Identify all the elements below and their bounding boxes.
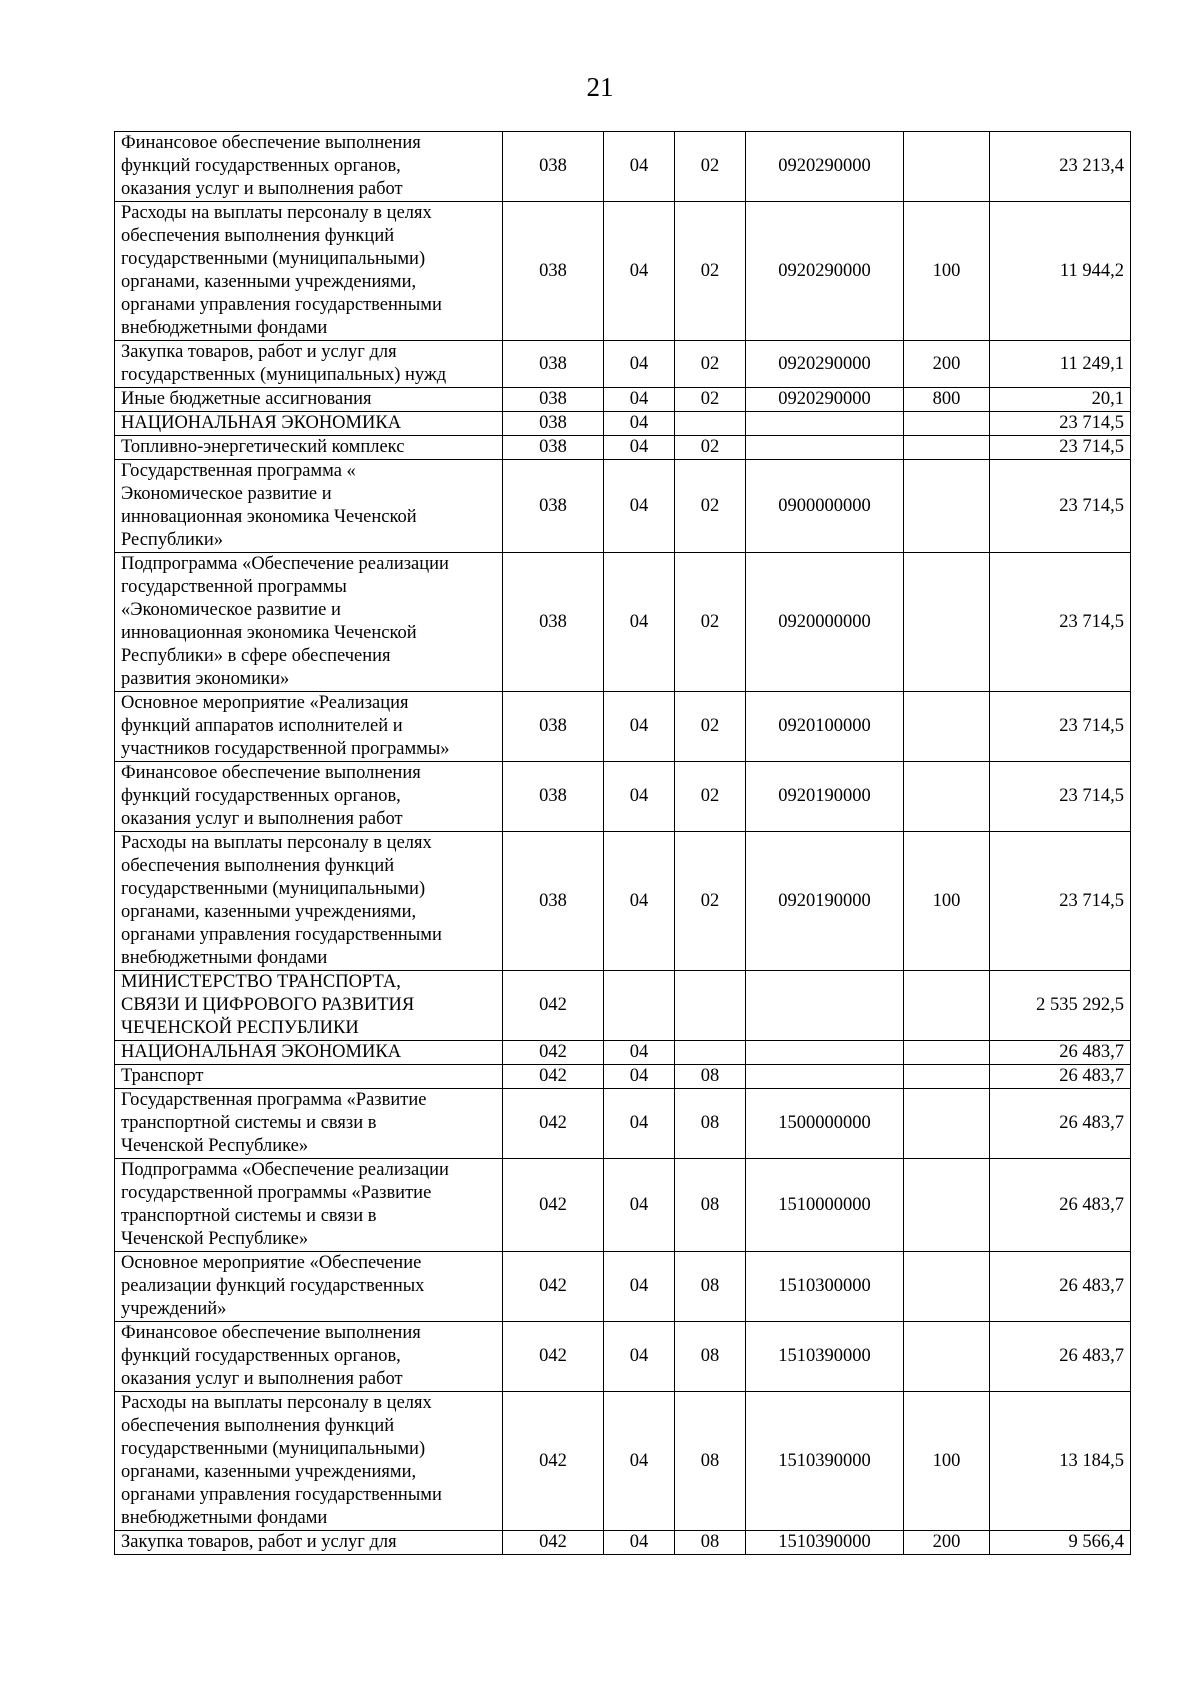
row-grbs-cell: 038 — [503, 692, 604, 762]
table-row — [115, 692, 1131, 762]
row-grbs-cell: 038 — [503, 553, 604, 692]
row-grbs-cell: 042 — [503, 1531, 604, 1555]
row-section-cell: 04 — [604, 1531, 675, 1555]
row-name-cell: Подпрограмма «Обеспечение реализации государственной программы «Экономическое развитие и инновационная экономика Чеченской Республики» в сфере обеспечения развития экономики» — [115, 553, 503, 692]
row-name-cell: Расходы на выплаты персоналу в целях обеспечения выполнения функций государственными (муниципальными) органами, казенными учреждениями, органами управления государственными внебюджетными фондами — [115, 202, 503, 341]
row-name-cell: Государственная программа «Развитие транспортной системы и связи в Чеченской Республике» — [115, 1089, 503, 1159]
table-row — [115, 460, 1131, 553]
table-row — [115, 553, 1131, 692]
row-subsection-cell: 02 — [675, 553, 746, 692]
row-name-cell: Иные бюджетные ассигнования — [115, 388, 503, 412]
row-amount-cell: 23 714,5 — [990, 553, 1131, 692]
table-row — [115, 1041, 1131, 1065]
row-subsection-cell — [675, 1041, 746, 1065]
row-expense-type-cell — [904, 762, 990, 832]
row-amount-cell: 23 714,5 — [990, 460, 1131, 553]
row-amount-cell: 23 213,4 — [990, 132, 1131, 202]
row-amount-cell: 11 944,2 — [990, 202, 1131, 341]
row-amount-cell: 23 714,5 — [990, 832, 1131, 971]
row-section-cell: 04 — [604, 1392, 675, 1531]
table-row — [115, 1531, 1131, 1555]
row-amount-cell: 26 483,7 — [990, 1065, 1131, 1089]
row-expense-type-cell — [904, 1252, 990, 1322]
row-amount-cell: 11 249,1 — [990, 341, 1131, 388]
row-grbs-cell: 042 — [503, 1159, 604, 1252]
row-section-cell: 04 — [604, 412, 675, 436]
row-target-article-cell: 0920190000 — [746, 832, 904, 971]
row-subsection-cell: 08 — [675, 1322, 746, 1392]
row-target-article-cell: 1510390000 — [746, 1392, 904, 1531]
row-subsection-cell: 02 — [675, 436, 746, 460]
row-name-cell: Финансовое обеспечение выполнения функций государственных органов, оказания услуг и выполнения работ — [115, 1322, 503, 1392]
row-target-article-cell: 1500000000 — [746, 1089, 904, 1159]
row-section-cell: 04 — [604, 1252, 675, 1322]
row-subsection-cell: 08 — [675, 1159, 746, 1252]
row-expense-type-cell — [904, 460, 990, 553]
row-section-cell: 04 — [604, 202, 675, 341]
row-section-cell: 04 — [604, 762, 675, 832]
row-amount-cell: 13 184,5 — [990, 1392, 1131, 1531]
row-target-article-cell: 0920290000 — [746, 202, 904, 341]
row-subsection-cell: 08 — [675, 1531, 746, 1555]
row-grbs-cell: 038 — [503, 436, 604, 460]
row-expense-type-cell — [904, 412, 990, 436]
row-expense-type-cell — [904, 971, 990, 1041]
row-expense-type-cell — [904, 1041, 990, 1065]
row-grbs-cell: 038 — [503, 202, 604, 341]
page-number: 21 — [586, 72, 614, 102]
row-amount-cell: 26 483,7 — [990, 1322, 1131, 1392]
row-name-cell: НАЦИОНАЛЬНАЯ ЭКОНОМИКА — [115, 1041, 503, 1065]
row-section-cell: 04 — [604, 460, 675, 553]
row-expense-type-cell: 100 — [904, 1392, 990, 1531]
row-name-cell: Расходы на выплаты персоналу в целях обеспечения выполнения функций государственными (муниципальными) органами, казенными учреждениями, органами управления государственными внебюджетными фондами — [115, 1392, 503, 1531]
row-name-cell: Транспорт — [115, 1065, 503, 1089]
row-name-cell: МИНИСТЕРСТВО ТРАНСПОРТА, СВЯЗИ И ЦИФРОВОГО РАЗВИТИЯ ЧЕЧЕНСКОЙ РЕСПУБЛИКИ — [115, 971, 503, 1041]
row-grbs-cell: 042 — [503, 1392, 604, 1531]
row-target-article-cell — [746, 412, 904, 436]
budget-table — [114, 131, 1131, 1555]
row-name-cell: НАЦИОНАЛЬНАЯ ЭКОНОМИКА — [115, 412, 503, 436]
row-subsection-cell: 02 — [675, 388, 746, 412]
table-row — [115, 1322, 1131, 1392]
row-grbs-cell: 042 — [503, 1322, 604, 1392]
row-subsection-cell: 02 — [675, 692, 746, 762]
row-name-cell: Государственная программа « Экономическое развитие и инновационная экономика Чеченской Республики» — [115, 460, 503, 553]
row-amount-cell: 9 566,4 — [990, 1531, 1131, 1555]
row-name-cell: Топливно-энергетический комплекс — [115, 436, 503, 460]
row-expense-type-cell — [904, 692, 990, 762]
row-amount-cell: 26 483,7 — [990, 1159, 1131, 1252]
row-section-cell: 04 — [604, 436, 675, 460]
row-subsection-cell: 02 — [675, 832, 746, 971]
row-section-cell: 04 — [604, 692, 675, 762]
row-subsection-cell: 08 — [675, 1089, 746, 1159]
table-row — [115, 1065, 1131, 1089]
row-expense-type-cell: 800 — [904, 388, 990, 412]
row-section-cell: 04 — [604, 1089, 675, 1159]
table-row — [115, 1252, 1131, 1322]
row-name-cell: Закупка товаров, работ и услуг для — [115, 1531, 503, 1555]
row-expense-type-cell — [904, 132, 990, 202]
row-amount-cell: 26 483,7 — [990, 1252, 1131, 1322]
row-subsection-cell: 02 — [675, 202, 746, 341]
row-target-article-cell — [746, 436, 904, 460]
row-name-cell: Основное мероприятие «Обеспечение реализации функций государственных учреждений» — [115, 1252, 503, 1322]
table-row — [115, 412, 1131, 436]
table-row — [115, 971, 1131, 1041]
row-subsection-cell: 02 — [675, 132, 746, 202]
row-expense-type-cell: 100 — [904, 832, 990, 971]
row-amount-cell: 23 714,5 — [990, 412, 1131, 436]
row-amount-cell: 2 535 292,5 — [990, 971, 1131, 1041]
row-grbs-cell: 042 — [503, 1041, 604, 1065]
row-grbs-cell: 038 — [503, 762, 604, 832]
row-subsection-cell: 02 — [675, 762, 746, 832]
row-amount-cell: 23 714,5 — [990, 692, 1131, 762]
row-section-cell: 04 — [604, 832, 675, 971]
row-subsection-cell: 08 — [675, 1065, 746, 1089]
row-target-article-cell: 0900000000 — [746, 460, 904, 553]
row-expense-type-cell — [904, 1322, 990, 1392]
row-subsection-cell — [675, 971, 746, 1041]
row-amount-cell: 23 714,5 — [990, 762, 1131, 832]
row-section-cell: 04 — [604, 1041, 675, 1065]
row-amount-cell: 26 483,7 — [990, 1041, 1131, 1065]
row-grbs-cell: 038 — [503, 412, 604, 436]
row-target-article-cell: 0920190000 — [746, 762, 904, 832]
table-row — [115, 436, 1131, 460]
row-name-cell: Подпрограмма «Обеспечение реализации государственной программы «Развитие транспортной системы и связи в Чеченской Республике» — [115, 1159, 503, 1252]
row-section-cell — [604, 971, 675, 1041]
row-target-article-cell: 0920290000 — [746, 341, 904, 388]
row-expense-type-cell — [904, 1065, 990, 1089]
row-target-article-cell — [746, 1065, 904, 1089]
row-expense-type-cell — [904, 1159, 990, 1252]
table-row — [115, 341, 1131, 388]
row-subsection-cell: 08 — [675, 1392, 746, 1531]
row-name-cell: Закупка товаров, работ и услуг для государственных (муниципальных) нужд — [115, 341, 503, 388]
row-target-article-cell: 1510300000 — [746, 1252, 904, 1322]
row-target-article-cell: 0920000000 — [746, 553, 904, 692]
row-expense-type-cell: 200 — [904, 341, 990, 388]
row-target-article-cell: 1510390000 — [746, 1531, 904, 1555]
budget-table-body — [115, 132, 1131, 1555]
row-grbs-cell: 038 — [503, 341, 604, 388]
row-grbs-cell: 042 — [503, 1252, 604, 1322]
table-row — [115, 1089, 1131, 1159]
row-grbs-cell: 038 — [503, 388, 604, 412]
row-grbs-cell: 042 — [503, 1065, 604, 1089]
row-section-cell: 04 — [604, 132, 675, 202]
row-amount-cell: 20,1 — [990, 388, 1131, 412]
table-row — [115, 832, 1131, 971]
row-expense-type-cell: 100 — [904, 202, 990, 341]
row-expense-type-cell — [904, 553, 990, 692]
row-target-article-cell: 0920290000 — [746, 132, 904, 202]
table-row — [115, 762, 1131, 832]
row-expense-type-cell: 200 — [904, 1531, 990, 1555]
row-name-cell: Финансовое обеспечение выполнения функций государственных органов, оказания услуг и выполнения работ — [115, 132, 503, 202]
row-subsection-cell: 02 — [675, 341, 746, 388]
row-target-article-cell — [746, 1041, 904, 1065]
row-name-cell: Основное мероприятие «Реализация функций аппаратов исполнителей и участников государственной программы» — [115, 692, 503, 762]
row-expense-type-cell — [904, 1089, 990, 1159]
row-name-cell: Финансовое обеспечение выполнения функций государственных органов, оказания услуг и выполнения работ — [115, 762, 503, 832]
row-amount-cell: 26 483,7 — [990, 1089, 1131, 1159]
row-target-article-cell: 0920290000 — [746, 388, 904, 412]
row-target-article-cell — [746, 971, 904, 1041]
row-section-cell: 04 — [604, 1322, 675, 1392]
row-subsection-cell — [675, 412, 746, 436]
row-grbs-cell: 038 — [503, 460, 604, 553]
row-section-cell: 04 — [604, 341, 675, 388]
row-target-article-cell: 1510000000 — [746, 1159, 904, 1252]
table-row — [115, 388, 1131, 412]
row-name-cell: Расходы на выплаты персоналу в целях обеспечения выполнения функций государственными (муниципальными) органами, казенными учреждениями, органами управления государственными внебюджетными фондами — [115, 832, 503, 971]
row-target-article-cell: 0920100000 — [746, 692, 904, 762]
row-grbs-cell: 042 — [503, 971, 604, 1041]
row-section-cell: 04 — [604, 1159, 675, 1252]
row-section-cell: 04 — [604, 553, 675, 692]
row-section-cell: 04 — [604, 1065, 675, 1089]
row-subsection-cell: 02 — [675, 460, 746, 553]
row-target-article-cell: 1510390000 — [746, 1322, 904, 1392]
table-row — [115, 1159, 1131, 1252]
row-section-cell: 04 — [604, 388, 675, 412]
table-row — [115, 132, 1131, 202]
table-row — [115, 1392, 1131, 1531]
row-grbs-cell: 042 — [503, 1089, 604, 1159]
row-grbs-cell: 038 — [503, 832, 604, 971]
row-subsection-cell: 08 — [675, 1252, 746, 1322]
table-row — [115, 202, 1131, 341]
row-expense-type-cell — [904, 436, 990, 460]
row-grbs-cell: 038 — [503, 132, 604, 202]
row-amount-cell: 23 714,5 — [990, 436, 1131, 460]
